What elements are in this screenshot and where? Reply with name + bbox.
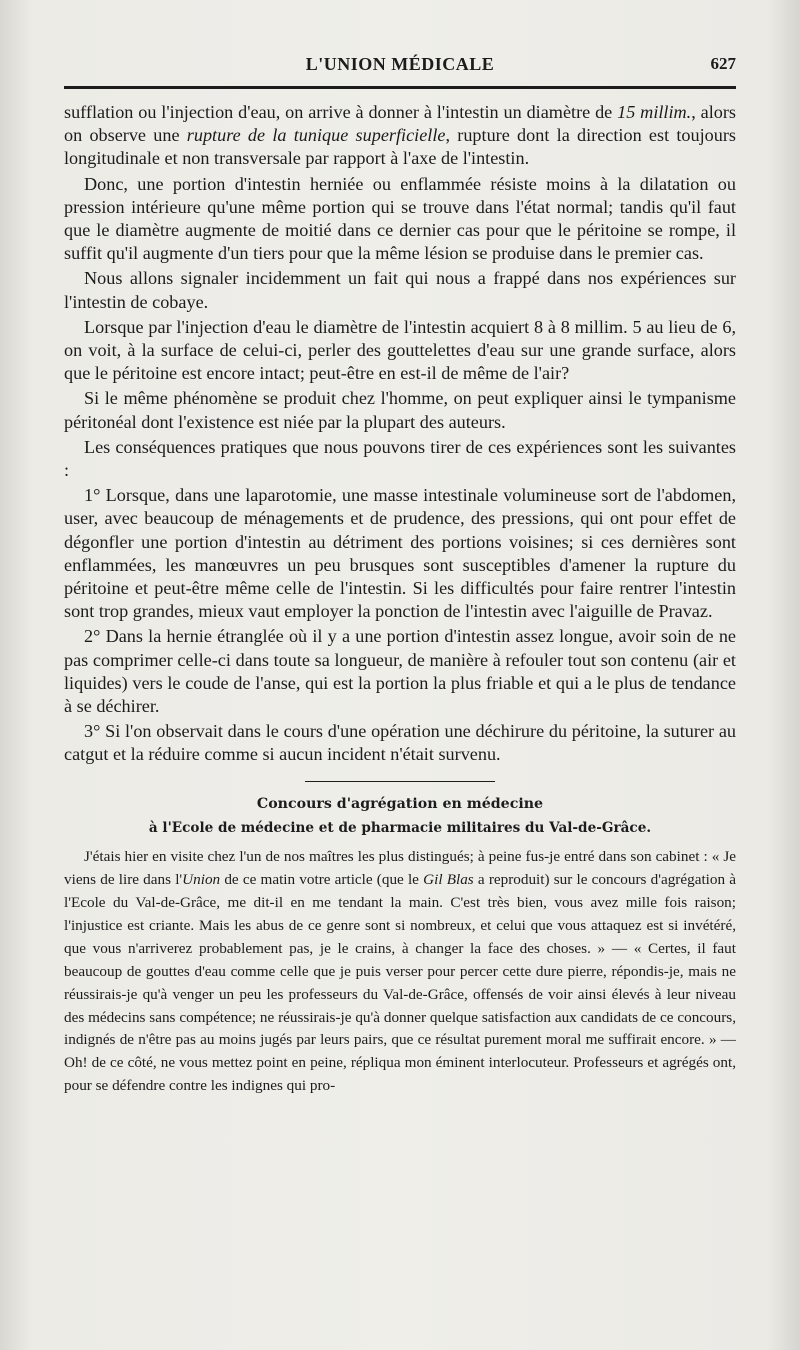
paragraph xyxy=(64,173,736,266)
section-separator xyxy=(305,781,495,783)
paragraph xyxy=(64,387,736,433)
italic-text: 15 millim. xyxy=(617,102,692,122)
text-run: de ce matin votre article (que le xyxy=(220,871,424,889)
text-run: a reproduit) sur le concours d'agrégation à l'Ecole du Val-de-Grâce, me dit-il en me tendant la main. C'est très bien, vous avez mille fois raison; l'injustice est criante. Mais les abus de ce genre sont si nombreux, et celui que vous attaquez est si invétéré, que vous n'arriverez probablement pas, je le crains, à changer la face des choses. » — « Certes, il faut beaucoup de gouttes d'eau comme celle que je puis verser pour percer cette dure pierre, répondis-je, mais ne réussirais-je qu'à venger un peu les professeurs du Val-de-Grâce, offensés de voir ainsi élevés à leur niveau des médecins sans compétence; ne réussirais-je qu'à donner quelque satisfaction aux candidats de ce concours, indignés de n'être pas au moins jugés par leurs pairs, que ce résultat purement moral me suffirait encore. » — Oh! de ce côté, ne vous mettez point en peine, répliqua mon éminent interlocuteur. Professeurs et agrégés ont, pour se défendre contre les indignes qui pro- xyxy=(64,871,736,1095)
paragraph xyxy=(64,316,736,386)
text-run: Lorsque par l'injection d'eau le diamètre de l'intestin acquiert 8 à 8 millim. 5 au lieu de 6, on voit, à la surface de celui-ci, perler des gouttelettes d'eau sur une grande surface, alors que le péritoine est encore intact; peut-être en est-il de même de l'air? xyxy=(64,316,736,384)
running-title: L'UNION MÉDICALE xyxy=(305,54,495,74)
section-title: Concours d'agrégation en médecine xyxy=(256,796,544,813)
italic-text: Union xyxy=(182,871,221,889)
text-run: Si le même phénomène se produit chez l'homme, on peut expliquer ainsi le tympanisme péritonéal dont l'existence est niée par la plupart des auteurs. xyxy=(64,388,736,432)
paragraph xyxy=(64,101,736,171)
page-number: 627 xyxy=(710,54,736,73)
text-run: 2° Dans la hernie étranglée où il y a une portion d'intestin assez longue, avoir soin de ne pas comprimer celle-ci dans toute sa longueur, de manière à refouler tout son contenu (air et liquides) vers le coude de l'anse, qui est la portion la plus friable et qui a le plus de tendance à se déchirer. xyxy=(64,626,736,717)
text-run: , alors on observe une xyxy=(64,102,736,146)
section-subtitle: à l'Ecole de médecine et de pharmacie militaires du Val-de-Grâce. xyxy=(148,820,652,837)
paragraph xyxy=(64,625,736,718)
text-run: 1° Lorsque, dans une laparotomie, une masse intestinale volumineuse sort de l'abdomen, user, avec beaucoup de ménagements et de prudence, des pressions, qui ont pour effet de dégonfler une portion d'intestin au détriment des portions voisines; si ces dernières sont enflammées, les manœuvres un peu brusques sont susceptibles d'amener la rupture du péritoine et peut-être même celle de l'intestin. Si les difficultés pour faire rentrer l'intestin sont trop grandes, mieux vaut employer la ponction de l'intestin avec l'aiguille de Pravaz. xyxy=(64,485,736,622)
paragraph xyxy=(64,436,736,482)
paragraph xyxy=(64,484,736,623)
paragraph xyxy=(64,720,736,766)
text-run: 3° Si l'on observait dans le cours d'une opération une déchirure du péritoine, la suturer au catgut et la réduire comme si aucun incident n'était survenu. xyxy=(64,721,736,765)
article-body xyxy=(64,101,736,1098)
italic-text: rupture de la tunique superficielle xyxy=(186,125,446,146)
text-run: Donc, une portion d'intestin herniée ou enflammée résiste moins à la dilatation ou pression intérieure qu'une même portion qui se trouve dans l'état normal; tandis qu'il faut que le diamètre augmente de moitié dans ce dernier cas pour que le péritoine se rompe, il suffit qu'il augmente d'un tiers pour que la même lésion se produise dans le premier cas. xyxy=(64,173,736,264)
text-run: , rupture dont la direction est toujours longitudinale et non transversale par rapport à l'axe de l'intestin. xyxy=(64,125,736,169)
header-rule xyxy=(64,86,736,89)
paragraph xyxy=(64,267,736,313)
article-paragraph xyxy=(64,846,736,1098)
page-header xyxy=(64,54,736,82)
italic-text: Gil Blas xyxy=(423,871,474,889)
text-run: sufflation ou l'injection d'eau, on arrive à donner à l'intestin un diamètre de xyxy=(64,102,618,122)
text-run: Nous allons signaler incidemment un fait qui nous a frappé dans nos expériences sur l'intestin de cobaye. xyxy=(64,268,736,312)
text-run: Les conséquences pratiques que nous pouvons tirer de ces expériences sont les suivantes : xyxy=(64,436,736,481)
text-run: J'étais hier en visite chez l'un de nos maîtres les plus distingués; à peine fus-je entré dans son cabinet : « Je viens de lire dans l' xyxy=(64,848,736,889)
